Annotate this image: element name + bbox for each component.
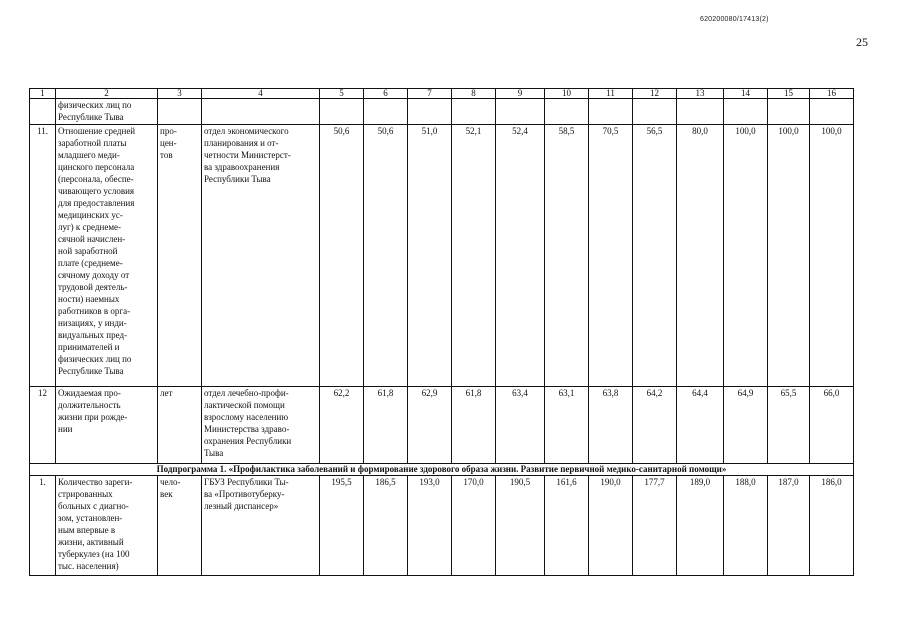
column-header: 13: [677, 89, 724, 99]
value-cell: 63,1: [545, 387, 589, 464]
value-cell: 193,0: [408, 476, 452, 576]
value-cell: 70,5: [589, 125, 633, 387]
value-cell: [364, 99, 408, 125]
value-cell: 189,0: [677, 476, 724, 576]
value-cell: 56,5: [633, 125, 677, 387]
value-cell: [545, 99, 589, 125]
value-cell: 62,2: [320, 387, 364, 464]
indicator-name: Ожидаемая про- должительность жизни при рожде- нии: [56, 387, 158, 464]
document-code: 620200080/17413(2): [700, 16, 769, 23]
column-header: 14: [724, 89, 768, 99]
value-cell: [320, 99, 364, 125]
value-cell: 80,0: [677, 125, 724, 387]
subprogram-row: [30, 464, 854, 476]
value-cell: 190,0: [589, 476, 633, 576]
column-header: 9: [496, 89, 545, 99]
column-header: 15: [768, 89, 810, 99]
value-cell: 51,0: [408, 125, 452, 387]
value-cell: 64,2: [633, 387, 677, 464]
column-number-row: [30, 89, 854, 99]
responsible-cell: ГБУЗ Республики Ты- ва «Противотуберку- лезный диспансер»: [202, 476, 320, 576]
value-cell: 62,9: [408, 387, 452, 464]
unit-cell: про- цен- тов: [158, 125, 202, 387]
value-cell: 177,7: [633, 476, 677, 576]
value-cell: 52,4: [496, 125, 545, 387]
column-header: 11: [589, 89, 633, 99]
indicator-name: Количество зареги- стрированных больных с диагно- зом, установлен- ным впервые в жизни, активный туберкулез (на 100 тыс. населения): [56, 476, 158, 576]
value-cell: [677, 99, 724, 125]
value-cell: 64,9: [724, 387, 768, 464]
value-cell: 186,0: [810, 476, 854, 576]
column-header: 5: [320, 89, 364, 99]
row-number: [30, 99, 56, 125]
unit-cell: [158, 99, 202, 125]
value-cell: [768, 99, 810, 125]
column-header: 12: [633, 89, 677, 99]
value-cell: [452, 99, 496, 125]
value-cell: 188,0: [724, 476, 768, 576]
table-row: [30, 476, 854, 576]
column-header: 7: [408, 89, 452, 99]
column-header: 10: [545, 89, 589, 99]
value-cell: [810, 99, 854, 125]
value-cell: 187,0: [768, 476, 810, 576]
column-header: 1: [30, 89, 56, 99]
responsible-cell: отдел экономического планирования и от- четности Министерст- ва здравоохранения Республики Тыва: [202, 125, 320, 387]
column-header: 2: [56, 89, 158, 99]
responsible-cell: отдел лечебно-профи- лактической помощи взрослому населению Министерства здраво- охранения Республики Тыва: [202, 387, 320, 464]
row-number: 11.: [30, 125, 56, 387]
column-header: 8: [452, 89, 496, 99]
table-row: [30, 99, 854, 125]
value-cell: 195,5: [320, 476, 364, 576]
value-cell: 100,0: [724, 125, 768, 387]
value-cell: 61,8: [364, 387, 408, 464]
column-header: 6: [364, 89, 408, 99]
unit-cell: лет: [158, 387, 202, 464]
value-cell: 161,6: [545, 476, 589, 576]
value-cell: 100,0: [768, 125, 810, 387]
value-cell: [496, 99, 545, 125]
column-header: 3: [158, 89, 202, 99]
column-header: 16: [810, 89, 854, 99]
value-cell: 186,5: [364, 476, 408, 576]
unit-cell: чело- век: [158, 476, 202, 576]
value-cell: [633, 99, 677, 125]
responsible-cell: [202, 99, 320, 125]
value-cell: 58,5: [545, 125, 589, 387]
row-number: 1.: [30, 476, 56, 576]
indicator-name: физических лиц по Республике Тыва: [56, 99, 158, 125]
value-cell: 61,8: [452, 387, 496, 464]
value-cell: [724, 99, 768, 125]
value-cell: [589, 99, 633, 125]
row-number: 12: [30, 387, 56, 464]
value-cell: 50,6: [320, 125, 364, 387]
page-number: 25: [856, 35, 868, 49]
value-cell: [408, 99, 452, 125]
column-header: 4: [202, 89, 320, 99]
value-cell: 63,8: [589, 387, 633, 464]
value-cell: 50,6: [364, 125, 408, 387]
subprogram-title: Подпрограмма 1. «Профилактика заболеваний и формирование здорового образа жизни. Развитие первичной медико-санитарной помощи»: [30, 464, 854, 476]
value-cell: 190,5: [496, 476, 545, 576]
table-row: [30, 387, 854, 464]
indicators-table: [29, 88, 854, 576]
value-cell: 63,4: [496, 387, 545, 464]
table-row: [30, 125, 854, 387]
value-cell: 170,0: [452, 476, 496, 576]
value-cell: 65,5: [768, 387, 810, 464]
value-cell: 100,0: [810, 125, 854, 387]
value-cell: 52,1: [452, 125, 496, 387]
value-cell: 66,0: [810, 387, 854, 464]
value-cell: 64,4: [677, 387, 724, 464]
indicator-name: Отношение средней заработной платы младшего меди- цинского персонала (персонала, обеспе- чивающего условия для предоставления медицинских ус- луг) к среднеме- сячной начислен- ной заработной плате (среднеме- сячному доходу от трудовой деятель- ности) наемных работников в орга- низациях, у инди- видуальных пред- принимателей и физических лиц по Республике Тыва: [56, 125, 158, 387]
